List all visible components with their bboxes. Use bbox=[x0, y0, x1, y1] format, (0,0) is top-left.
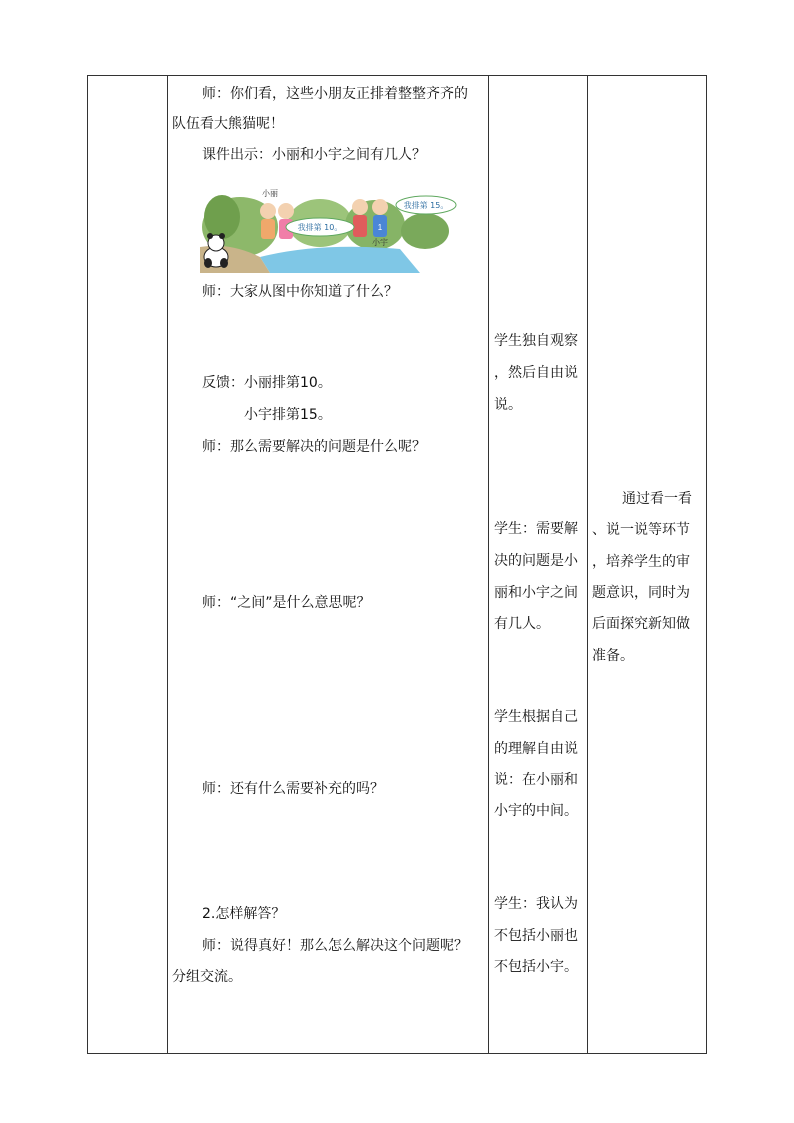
student-answer3-2: 不包括小丽也 bbox=[494, 928, 578, 944]
feedback-line-2: 小宇排第15。 bbox=[244, 407, 332, 423]
student-answer1-2: 决的问题是小 bbox=[494, 553, 578, 569]
student-answer1-1: 学生：需要解 bbox=[494, 521, 578, 537]
student-answer2-3: 说：在小丽和 bbox=[494, 772, 578, 788]
student-answer2-4: 小宇的中间。 bbox=[494, 803, 578, 819]
panda-leg bbox=[204, 258, 212, 268]
table-bottom-border bbox=[87, 1053, 707, 1054]
intent-line-4: 题意识，同时为 bbox=[592, 585, 690, 601]
table-border-col3 bbox=[587, 75, 588, 1054]
intent-line-1: 通过看一看 bbox=[622, 491, 692, 507]
table-border-left bbox=[87, 75, 88, 1054]
label-xiaoli: 小丽 bbox=[262, 189, 278, 198]
table-top-border bbox=[87, 75, 707, 76]
student-answer3-1: 学生：我认为 bbox=[494, 896, 578, 912]
student-answer1-3: 丽和小宇之间 bbox=[494, 585, 578, 601]
section-2-heading: 2.怎样解答？ bbox=[202, 906, 286, 922]
question-between: 师：“之间”是什么意思呢？ bbox=[202, 595, 371, 611]
panda-ear bbox=[207, 233, 213, 239]
bubble-left-text: 我排第 10。 bbox=[297, 223, 343, 232]
table-border-col2 bbox=[488, 75, 489, 1054]
question-known: 师：大家从图中你知道了什么？ bbox=[202, 284, 398, 300]
question-solve-2: 分组交流。 bbox=[172, 969, 242, 985]
student-observe-3: 说。 bbox=[494, 397, 522, 413]
student-answer2-2: 的理解自由说 bbox=[494, 741, 578, 757]
student-observe-1: 学生独自观察 bbox=[494, 333, 578, 349]
bubble-right-text: 我排第 15。 bbox=[403, 201, 449, 210]
child-body bbox=[261, 219, 275, 239]
teacher-line-2: 队伍看大熊猫呢！ bbox=[172, 116, 284, 132]
badge-number: 1 bbox=[377, 223, 383, 232]
water-shape bbox=[260, 247, 420, 273]
child-head bbox=[352, 199, 368, 215]
student-observe-2: ，然后自由说 bbox=[494, 365, 578, 381]
table-border-right bbox=[706, 75, 707, 1054]
panda-ear bbox=[219, 233, 225, 239]
intent-line-2: 、说一说等环节 bbox=[592, 522, 690, 538]
intent-line-3: ，培养学生的审 bbox=[592, 554, 690, 570]
question-solve-1: 师：说得真好！那么怎么解决这个问题呢？ bbox=[202, 938, 468, 954]
student-answer3-3: 不包括小宇。 bbox=[494, 959, 578, 975]
child-head bbox=[372, 199, 388, 215]
bush-shape bbox=[401, 213, 449, 249]
courseware-prompt: 课件出示：小丽和小宇之间有几人？ bbox=[202, 147, 426, 163]
student-answer1-4: 有几人。 bbox=[494, 616, 550, 632]
label-xiaoyu: 小宇 bbox=[372, 238, 388, 247]
question-problem: 师：那么需要解决的问题是什么呢？ bbox=[202, 439, 426, 455]
panda-leg bbox=[220, 258, 228, 268]
question-supplement: 师：还有什么需要补充的吗？ bbox=[202, 781, 384, 797]
child-head bbox=[278, 203, 294, 219]
queue-illustration bbox=[200, 187, 462, 273]
student-answer2-1: 学生根据自己 bbox=[494, 709, 578, 725]
child-head bbox=[260, 203, 276, 219]
intent-line-6: 准备。 bbox=[592, 648, 634, 664]
teacher-line-1: 师：你们看，这些小朋友正排着整整齐齐的 bbox=[202, 86, 468, 102]
intent-line-5: 后面探究新知做 bbox=[592, 616, 690, 632]
feedback-line-1: 反馈：小丽排第10。 bbox=[202, 375, 332, 391]
child-body bbox=[353, 215, 367, 237]
table-border-col1 bbox=[167, 75, 168, 1054]
bush-shape bbox=[204, 195, 240, 239]
